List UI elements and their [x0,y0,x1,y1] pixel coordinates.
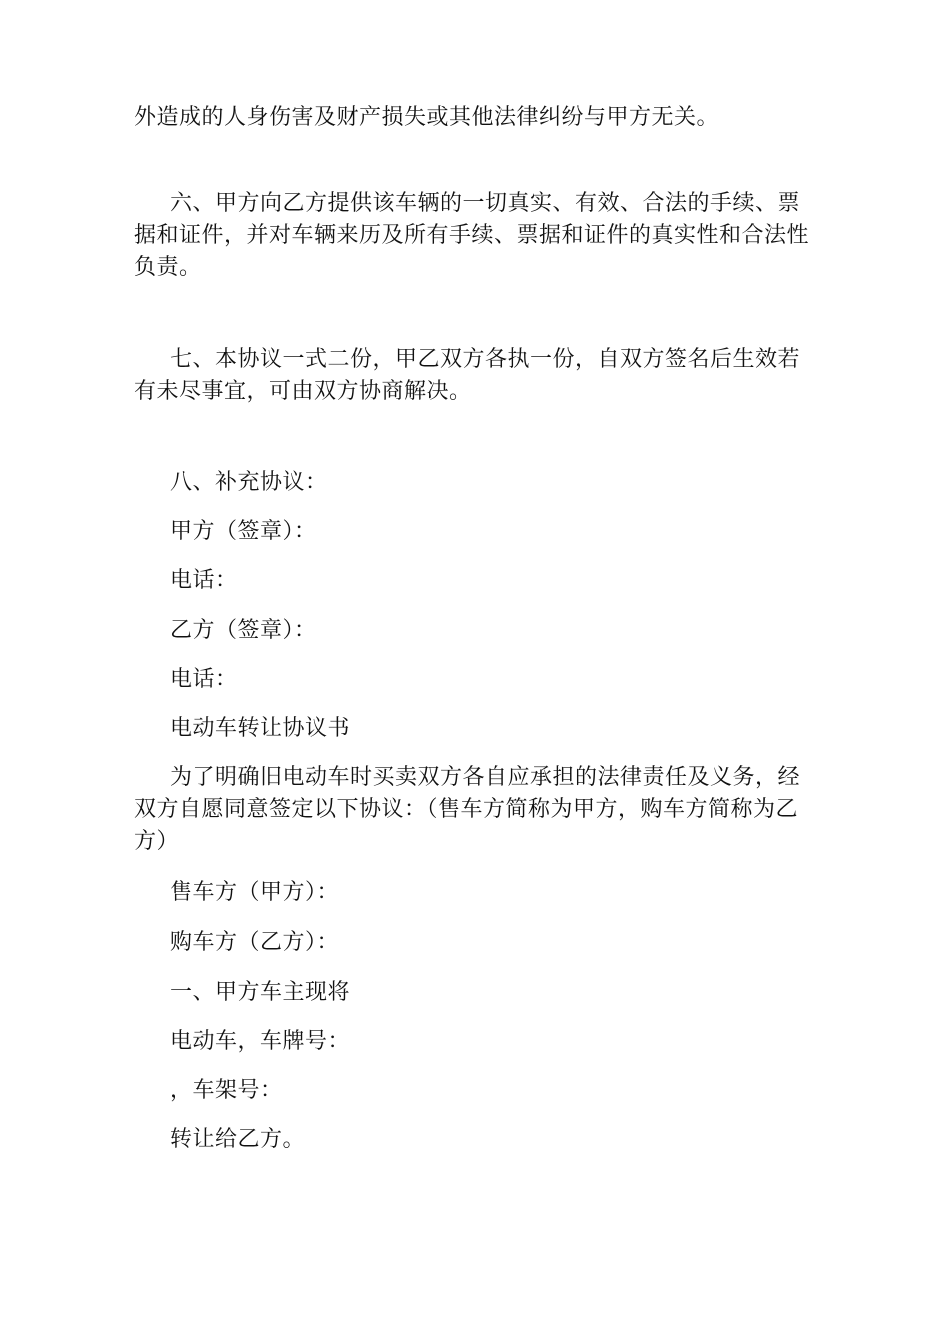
item-1: 一、甲方车主现将 [170,980,351,1005]
party-a-signature: 甲方（签章）： [170,519,317,544]
second-title: 电动车转让协议书 [170,716,351,741]
transfer-line: 转让给乙方。 [170,1127,306,1152]
party-b-phone: 电话： [170,667,238,692]
clause-8: 八、补充协议： [170,470,328,495]
vehicle-plate: 电动车，车牌号： [170,1029,351,1054]
party-b-signature: 乙方（签章）： [170,618,317,643]
clause-7: 七、本协议一式二份，甲乙双方各执一份，自双方签名后生效若有未尽事宜，可由双方协商解决。 [134,347,801,404]
party-a-phone: 电话： [170,568,238,593]
buyer-line: 购车方（乙方）： [170,930,340,955]
intro-paragraph: 为了明确旧电动车时买卖双方各自应承担的法律责任及义务，经双方自愿同意签定以下协议：（售车方简称为甲方，购车方简称为乙方） [134,765,801,854]
clause-6: 六、甲方向乙方提供该车辆的一切真实、有效、合法的手续、票据和证件，并对车辆来历及所有手续、票据和证件的真实性和合法性负责。 [134,191,810,280]
seller-line: 售车方（甲方）： [170,880,340,905]
paragraph-continuation: 外造成的人身伤害及财产损失或其他法律纠纷与甲方无关。 [134,105,720,130]
frame-number: ，车架号： [170,1078,283,1103]
